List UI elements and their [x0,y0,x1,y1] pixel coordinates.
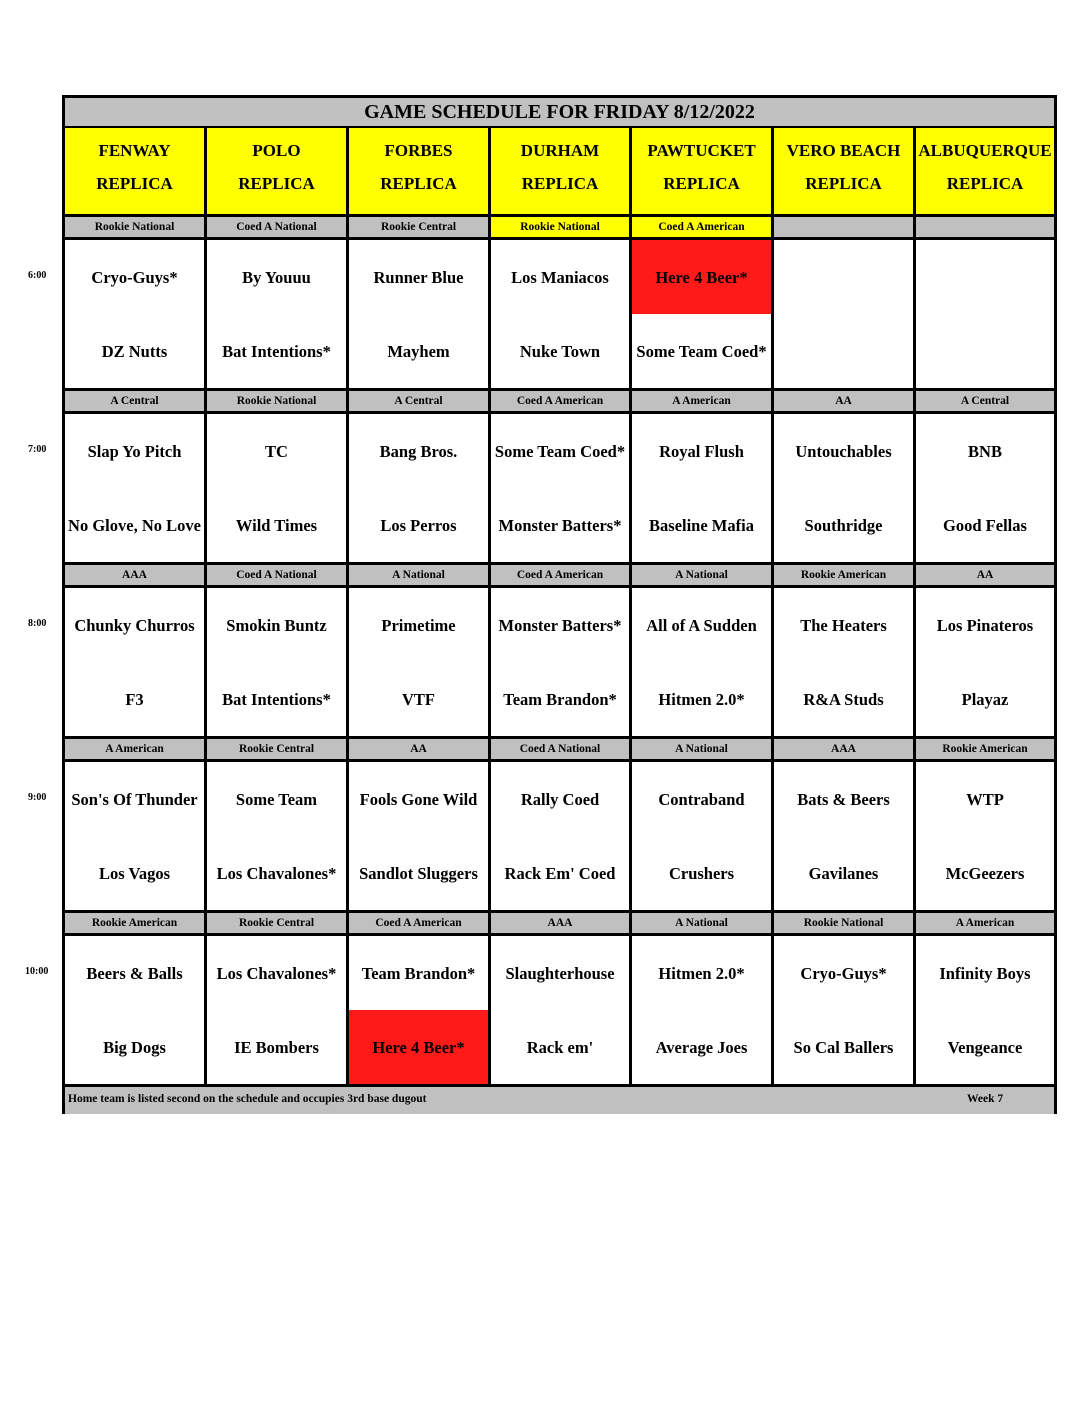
game-cell [491,588,632,736]
home-team-note: Home team is listed second on the schedule and occupies 3rd base dugout [68,1093,427,1105]
game-cell [491,414,632,562]
division-label: A National [349,565,491,585]
division-label: Coed A American [632,217,774,237]
away-team: Bats & Beers [797,789,890,809]
home-team: No Glove, No Love [68,515,201,535]
field-header-durham [491,128,632,214]
game-cell [207,588,349,736]
away-team: Some Team Coed* [494,441,626,461]
field-sub: REPLICA [521,174,599,193]
home-team: Crushers [668,863,735,883]
division-label: Rookie Central [207,913,349,933]
time-label: 9:00 [28,792,47,803]
away-team: Bang Bros. [379,441,458,461]
time-label: 8:00 [28,618,47,629]
home-team: So Cal Ballers [793,1037,894,1057]
home-team: Bat Intentions* [222,341,331,361]
division-label [916,217,1054,237]
away-team: Slap Yo Pitch [87,441,182,461]
away-team: Fools Gone Wild [359,789,478,809]
game-cell [774,762,916,910]
game-row [65,588,1054,736]
home-team: Vengeance [947,1037,1023,1057]
field-sub: REPLICA [805,174,882,193]
division-label: A American [632,391,774,411]
home-team: Some Team Coed* [636,341,767,361]
division-label: AA [349,739,491,759]
home-team: Gavilanes [808,863,879,883]
home-team: Wild Times [235,515,318,535]
home-team: Playaz [961,689,1009,709]
game-cell [65,240,207,388]
division-row [65,214,1054,240]
game-row [65,240,1054,388]
away-team: By Youuu [242,267,311,287]
division-label: A American [955,917,1015,929]
game-cell [491,240,632,388]
away-team: Cryo-Guys* [91,267,178,287]
game-cell [774,936,916,1084]
game-cell [916,240,1054,388]
division-label: Rookie American [65,913,207,933]
game-cell [349,762,491,910]
game-cell [207,414,349,562]
away-team: Untouchables [795,441,892,461]
field-header-vero-beach [774,128,916,214]
field-header-polo [207,128,349,214]
division-label: AA [774,391,916,411]
game-cell [774,240,916,388]
game-cell [349,588,491,736]
home-team: Monster Batters* [498,515,622,535]
away-team: Some Team [235,789,318,809]
field-name: POLO [252,141,301,160]
home-team: Los Vagos [98,863,171,883]
division-label: Rookie National [65,217,207,237]
away-team: Los Chavalones* [216,963,337,983]
away-team: Runner Blue [373,267,464,287]
game-cell [632,936,774,1084]
away-team: Los Maniacos [511,267,609,287]
division-label: Rookie Central [349,217,491,237]
game-cell [916,936,1054,1084]
division-label: AAA [65,565,207,585]
division-label: Rookie National [491,217,632,237]
division-label: AAA [774,739,916,759]
game-cell [632,588,774,736]
game-cell [65,762,207,910]
home-team: IE Bombers [234,1037,319,1057]
home-team: F3 [125,689,144,709]
away-team: Chunky Churros [74,615,195,635]
division-label: Rookie American [942,743,1028,755]
field-sub: REPLICA [96,174,173,193]
away-team: The Heaters [800,615,887,635]
division-label: Coed A National [207,565,349,585]
field-header-pawtucket [632,128,774,214]
home-team: Sandlot Sluggers [359,863,478,883]
division-row [65,736,1054,762]
game-cell [207,936,349,1084]
home-team: Here 4 Beer* [349,1010,488,1084]
game-cell [916,588,1054,736]
game-cell [349,414,491,562]
away-team: Hitmen 2.0* [658,963,745,983]
field-sub: REPLICA [946,174,1024,193]
game-row [65,414,1054,562]
home-team: Rack em' [526,1037,594,1057]
division-label: A National [632,565,774,585]
field-name: ALBUQUERQUE [918,141,1052,160]
division-label: A Central [960,395,1010,407]
game-cell [207,762,349,910]
away-team [916,240,1054,314]
game-cell [65,936,207,1084]
away-team [774,240,913,314]
home-team: R&A Studs [803,689,884,709]
home-team: Average Joes [655,1037,748,1057]
division-label: A Central [349,391,491,411]
home-team: Baseline Mafia [649,515,754,535]
field-header-fenway [65,128,207,214]
away-team: Here 4 Beer* [632,240,771,314]
home-team: Los Perros [380,515,457,535]
game-cell [349,240,491,388]
away-team: Monster Batters* [498,615,622,635]
away-team: Team Brandon* [361,963,476,983]
field-name: DURHAM [520,141,600,160]
time-label: 10:00 [25,966,49,977]
home-team: Southridge [804,515,883,535]
division-label: Coed A National [491,739,632,759]
home-team: Los Chavalones* [216,863,337,883]
away-team: Beers & Balls [86,963,183,983]
field-name: FENWAY [98,141,171,160]
home-team: Mayhem [387,341,450,361]
division-label: Rookie American [774,565,916,585]
field-name: PAWTUCKET [647,141,756,160]
division-label: AA [976,569,994,581]
away-team: WTP [966,789,1004,809]
home-team: Rack Em' Coed [504,863,616,883]
away-team: Son's Of Thunder [71,789,198,809]
week-label: Week 7 [967,1093,1004,1105]
game-cell [349,936,491,1084]
home-team: Good Fellas [943,515,1027,535]
division-label: Rookie Central [207,739,349,759]
game-cell [774,414,916,562]
game-row [65,762,1054,910]
home-team: Nuke Town [519,341,601,361]
game-cell [916,762,1054,910]
division-label: A National [632,739,774,759]
game-cell [491,936,632,1084]
schedule-title: GAME SCHEDULE FOR FRIDAY 8/12/2022 [65,98,1054,128]
field-sub: REPLICA [663,174,740,193]
away-team: All of A Sudden [646,615,757,635]
game-row [65,936,1054,1084]
division-label [774,217,916,237]
away-team: Cryo-Guys* [800,963,887,983]
away-team: Contraband [658,789,745,809]
away-team: BNB [968,441,1002,461]
division-label: Coed A American [491,565,632,585]
away-team: Primetime [381,615,456,635]
division-label: A American [65,739,207,759]
game-cell [65,588,207,736]
home-team: Big Dogs [103,1037,166,1057]
game-cell [632,762,774,910]
game-cell [207,240,349,388]
field-header-forbes [349,128,491,214]
division-row [65,562,1054,588]
away-team: Rally Coed [520,789,600,809]
away-team: Infinity Boys [939,963,1031,983]
away-team: Smokin Buntz [226,615,327,635]
field-name: FORBES [384,141,453,160]
home-team: Hitmen 2.0* [658,689,745,709]
schedule-footer [65,1084,1054,1114]
away-team: Slaughterhouse [505,963,615,983]
away-team: TC [265,441,288,461]
home-team [916,314,1054,388]
division-row [65,910,1054,936]
division-label: Coed A American [349,913,491,933]
game-cell [916,414,1054,562]
home-team: DZ Nutts [101,341,168,361]
home-team: Team Brandon* [503,689,617,709]
division-label: A Central [65,391,207,411]
home-team: VTF [402,689,435,709]
game-cell [774,588,916,736]
field-header-albuquerque [916,128,1054,214]
field-sub: REPLICA [238,174,315,193]
field-name: VERO BEACH [786,141,901,160]
division-label: Coed A National [207,217,349,237]
division-label: Rookie National [207,391,349,411]
home-team: McGeezers [945,863,1025,883]
division-label: Rookie National [774,913,916,933]
field-header-row [65,128,1054,214]
division-label: A National [632,913,774,933]
away-team: Los Pinateros [936,615,1034,635]
division-row [65,388,1054,414]
division-label: Coed A American [491,391,632,411]
schedule-table [62,95,1057,1114]
game-cell [491,762,632,910]
away-team: Royal Flush [659,441,744,461]
time-label: 7:00 [28,444,47,455]
time-label: 6:00 [28,270,47,281]
field-sub: REPLICA [380,174,457,193]
game-cell [632,414,774,562]
game-cell [65,414,207,562]
division-label: AAA [491,913,632,933]
game-cell [632,240,774,388]
home-team: Bat Intentions* [222,689,331,709]
home-team [774,314,913,388]
